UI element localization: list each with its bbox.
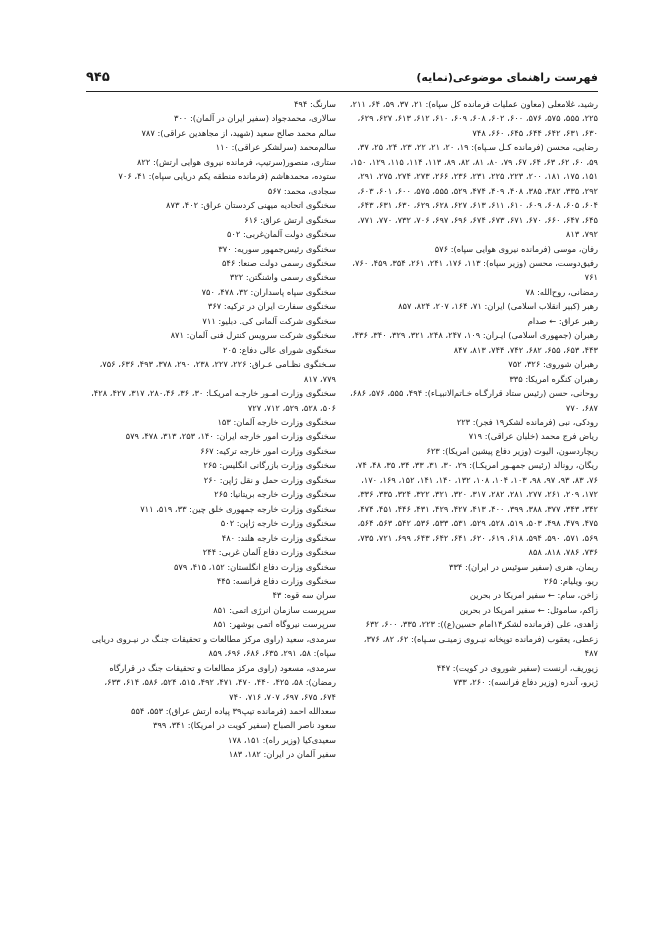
index-entry: سفیر آلمان در ایران: ۱۸۲، ۱۸۳ (228, 749, 336, 760)
index-entry: سخنگوی وزارت امـور خارجـه امریکـا: ۳۰، ۳۶، ۲۸۰،۴۶، ۳۱۷، ۴۲۷، ۴۲۸، ۵۰۶، ۵۲۸، ۵۲۹، ۷۱۲، ۷۲۷ (91, 388, 336, 413)
running-title: فهرست راهنمای موضوعی(نمایه) (416, 70, 598, 84)
index-entry: رشید، غلامعلی (معاون عملیات فرمانده کل سپاه): ۲۱، ۳۷، ۵۹، ۶۴، ۲۱۱، ۲۲۵، ۵۵۵، ۵۷۵، ۵۷۶، ۶۰۰، ۶۰۲، ۶۰۸، ۶۰۹، ۶۱۰، ۶۱۲، ۶۱۳، ۶۲۷، ۶۲۹، ۶۳۰، ۶۳۱، ۶۴۲، ۶۴۴، ۶۴۵، ۶۶۰، ۷۴۸ (349, 99, 598, 138)
index-entry: سارنگ: ۴۹۴ (293, 99, 336, 109)
index-entry: زاخن، سام: ← سفیر امریکا در بحرین (469, 590, 598, 601)
index-entry: سجادی، محمد: ۵۶۷ (267, 185, 336, 196)
index-entry: رهبران (جمهوری اسلامی) ایـران: ۱۰۹، ۲۴۷، ۲۴۸، ۳۲۱، ۳۲۹، ۳۴۰، ۴۳۶، ۴۴۳، ۶۵۳، ۶۵۵، ۶۸۲، ۷۴۲، ۷۴۴، ۸۱۳، ۸۴۷ (351, 330, 598, 355)
index-entry: سخنگوی وزارت امور خارجه ایران: ۱۴۰، ۲۵۳، ۳۱۳، ۴۷۸، ۵۷۹ (125, 431, 336, 442)
index-entry: زاکم، ساموئل: ← سفیر امریکا در بحرین (459, 604, 598, 615)
index-entry: رهبر عراق: ← صدام (527, 315, 598, 326)
index-entry: ژیرو، آندره (وزیر دفاع فرانسه): ۲۶۰، ۷۳۳ (453, 677, 598, 688)
index-entry: سخنگوی ارتش عراق: ۶۱۶ (244, 214, 336, 225)
page-header (86, 66, 598, 92)
index-entry: ریگان، رونالد (رئیس جمهـور امریکـا): ۲۹، ۳۰، ۳۱، ۳۳، ۳۴، ۳۵، ۴۸، ۷۴، ۷۶، ۸۳، ۹۳، ۹۷، ۹۸، ۱۰۳، ۱۰۴، ۱۰۸، ۱۳۲، ۱۴۰، ۱۴۱، ۱۵۲، ۱۶۹، ۱۷۰، ۱۷۲، ۲۰۹، ۲۶۱، ۲۷۷، ۲۸۱، ۲۸۲، ۳۱۷، ۳۲۰، ۳۲۱، ۳۲۲، ۳۲۴، ۳۳۵، ۳۳۶، ۳۴۲، ۳۴۳، ۳۷۷، ۳۸۸، ۳۹۹، ۴۰۰، ۴۱۳، ۴۲۷، ۴۲۹، ۴۳۱، ۴۴۶، ۴۵۱، ۴۷۴، ۴۷۵، ۴۷۹، ۴۹۸، ۵۰۳، ۵۱۹، ۵۲۸، ۵۲۹، ۵۳۱، ۵۳۳، ۵۳۶، ۵۴۲، ۵۶۳، ۵۶۴، ۵۶۹، ۵۷۱، ۵۹۰، ۵۹۴، ۶۱۸، ۶۱۹، ۶۲۰، ۶۴۱، ۶۴۲، ۶۴۳، ۶۹۹، ۷۲۱، ۷۳۵، ۷۳۶، ۷۸۶، ۸۱۸، ۸۵۸ (355, 460, 598, 558)
index-entry: رهبر (کبیر انقلاب اسلامی) ایران: ۷۱، ۱۶۴، ۲۰۷، ۸۲۴، ۸۵۷ (398, 301, 598, 312)
index-entry: سرمدی، مسعود (راوی مرکز مطالعات و تحقیقات جنگ در قرارگاه رمضان): ۵۸، ۴۲۵، ۴۴۰، ۴۷۰، ۴۷۱، ۴۹۲، ۵۱۵، ۵۲۴، ۵۸۶، ۶۱۴، ۶۳۳، ۶۷۴، ۶۷۵، ۶۹۷، ۷۰۷، ۷۱۶، ۷۴۰ (104, 662, 336, 702)
index-entry: سخنگوی رسمی واشنگتن: ۳۲۲ (229, 272, 336, 283)
index-entry: سخنگوی دولت آلمان‌غربی: ۵۰۲ (226, 229, 336, 240)
index-entry: زیوریف، ارنست (سفیر شوروی در کویت): ۴۴۷ (436, 662, 598, 673)
index-entry: سعیدی‌کیا (وزیر راه): ۱۵۱، ۱۷۸ (227, 734, 336, 745)
index-column-left (86, 97, 336, 762)
index-entry: ریچاردسون، الیوت (وزیر دفاع پیشین امریکا): ۶۲۳ (426, 445, 598, 456)
index-entry: سران سه قوه: ۴۳ (272, 590, 336, 601)
index-entry: ستاری، منصور(سرتیپ، فرمانده نیروی هوایی ارتش): ۸۲۲ (136, 156, 336, 167)
index-entry: سخنگوی شورای عالی دفاع: ۲۰۵ (223, 344, 336, 355)
index-entry: سالم محمد صالح سعید (شهید، از مجاهدین عراقی): ۷۸۷ (141, 127, 336, 138)
index-entry: سـخنگوی نظـامی عـراق: ۲۲۶، ۲۲۷، ۲۳۸، ۲۹۰، ۳۷۸، ۴۹۳، ۶۳۶، ۷۵۶، ۷۷۹، ۸۱۷ (99, 359, 336, 384)
index-entry: سالم‌محمد (سرلشکر عراقی): ۱۱۰ (215, 142, 336, 153)
index-entry: ریاض فرج محمد (خلبان عراقی): ۷۱۹ (468, 431, 598, 442)
index-entry: ستوده، محمدهاشم (فرمانده منطقه یکم دریایی سپاه): ۴۱، ۷۰۶ (118, 171, 336, 182)
index-entry: سخنگوی وزارت خارجه ژاپن: ۵۰۲ (220, 518, 336, 529)
index-entry: رودکی، نبی (فرمانده لشکر۱۹ فجر): ۲۲۳ (456, 416, 598, 427)
index-entry: رمضانی، روح‌الله: ۷۸ (525, 286, 598, 297)
index-entry: زاهدی، علی (فرمانده لشکر۱۴امام حسین(ع)): ۲۲۳، ۳۳۵، ۶۰۰، ۶۳۲ (365, 619, 598, 630)
index-entry: ریو، ویلیام: ۲۶۵ (544, 575, 598, 586)
index-entry: رفان، موسی (فرمانده نیروی هوایی سپاه): ۵۷۶ (434, 243, 598, 254)
index-entry: سخنگوی وزارت حمل و نقل ژاپن: ۲۶۰ (203, 474, 336, 485)
index-entry: سخنگوی وزارت دفاع فرانسه: ۴۴۵ (216, 575, 336, 586)
index-entry: سعود ناصر الصباح (سفیر کویت در امریکا): ۳۴۱، ۳۹۹ (153, 720, 336, 731)
index-entry: سخنگوی وزارت خارجه هلند: ۴۸۰ (221, 532, 336, 543)
index-entry: سخنگوی وزارت بازرگانی انگلیس: ۲۶۵ (203, 460, 336, 471)
index-column-right (348, 97, 598, 690)
index-entry: سخنگوی وزارت دفاع آلمان غربی: ۲۴۴ (202, 547, 336, 558)
index-entry: سعدالله احمد (فرمانده تیپ۳۹ پیاده ارتش عراق): ۵۵۳، ۵۵۴ (131, 706, 336, 717)
index-entry: سخنگوی وزارت خارجه آلمان: ۱۵۳ (217, 416, 336, 427)
index-entry: رفیق‌دوست، محسن (وزیر سپاه): ۱۱۳، ۱۷۶، ۲۴۱، ۲۶۱، ۳۵۴، ۴۵۹، ۷۶۰، ۷۶۱ (352, 257, 598, 283)
index-entry: سخنگوی وزارت امور خارجه ترکیه: ۶۶۷ (200, 445, 336, 456)
index-entry: سخنگوی اتحادیه میهنی کردستان عراق: ۴۰۲، ۸۷۳ (166, 200, 336, 211)
index-entry: ریمان، هنری (سفیر سوئیس در ایران): ۳۳۴ (449, 561, 598, 572)
index-entry: سخنگوی سپاه پاسداران: ۳۲، ۴۷۸، ۷۵۰ (201, 286, 336, 297)
index-entry: سخنگوی وزارت دفاع انگلستان: ۱۵۲، ۴۱۵، ۵۷۹ (173, 561, 336, 572)
index-entry: رضایی، محسن (فرمانده کـل سـپاه): ۱۹، ۲۰، ۲۱، ۲۲، ۲۳، ۲۴، ۲۵، ۳۷، ۵۹، ۶۰، ۶۲، ۶۳، ۶۴، ۶۷، ۷۹، ۸۰، ۸۱، ۸۲، ۸۹، ۱۱۳، ۱۱۴، ۱۱۵، ۱۲۹، ۱۵۰، ۱۵۱، ۱۷۵، ۱۸۱، ۲۰۰، ۲۲۳، ۲۲۵، ۲۳۱، ۲۳۶، ۲۶۶، ۲۷۳، ۲۷۴، ۲۷۵، ۲۹۱، ۲۹۲، ۳۳۵، ۳۸۲، ۳۸۵، ۴۰۸، ۴۰۹، ۴۷۴، ۵۲۹، ۵۵۵، ۵۷۵، ۶۰۰، ۶۰۱، ۶۰۳، ۶۰۴، ۶۰۵، ۶۰۸، ۶۰۹، ۶۱۰، ۶۱۱، ۶۱۳، ۶۲۷، ۶۲۸، ۶۲۹، ۶۳۰، ۶۳۱، ۶۴۳، ۶۴۵، ۶۴۷، ۶۶۰، ۶۷۰، ۶۷۱، ۶۷۳، ۶۷۴، ۶۹۶، ۶۹۷، ۷۰۶، ۷۳۲، ۷۷۰، ۷۷۱، ۷۹۲، ۸۱۳ (350, 142, 598, 240)
index-entry: سخنگوی رسمی دولت صنعا: ۵۴۶ (221, 257, 336, 268)
index-entry: زعطی، یعقوب (فرمانده توپخانه نیـروی زمینـی سـپاه): ۶۲، ۸۲، ۳۷۶، ۴۸۷ (363, 633, 598, 659)
index-entry: سخنگوی سفارت ایران در ترکیه: ۳۶۷ (207, 301, 336, 312)
index-entry: سرپرست سازمان انرژی اتمی: ۸۵۱ (213, 604, 336, 615)
index-entry: سرمدی، سعید (راوی مرکز مطالعات و تحقیقات جنـگ در نیـروی دریایی سپاه): ۵۸، ۲۹۱، ۶۳۵، ۶۸۶، ۶۹۶، ۸۵۹ (91, 633, 336, 659)
index-entry: سخنگوی وزارت خارجه جمهوری خلق چین: ۳۳، ۵۱۹، ۷۱۱ (140, 503, 336, 514)
index-entry: رهبران شوروی: ۳۲۶، ۷۵۲ (508, 359, 598, 370)
index-entry: سرپرست نیروگاه اتمی بوشهر: ۸۵۱ (213, 619, 336, 630)
index-entry: سالاری، محمدجواد (سفیر ایران در آلمان): ۳۰۰ (174, 113, 336, 124)
index-entry: سخنگوی شرکت سرویس کنترل فنی آلمان: ۸۷۱ (170, 330, 336, 341)
index-entry: رهبران کنگره امریکا: ۳۳۵ (509, 373, 598, 384)
index-entry: سخنگوی شرکت آلمانی کی. دبلیو: ۷۱۱ (202, 315, 336, 326)
index-entry: سخنگوی وزارت خارجه بریتانیا: ۲۶۵ (214, 489, 336, 500)
index-entry: روحانی، حسن (رئیس ستاد قرارگـاه خـاتم‌الانبیـاء): ۴۹۴، ۵۵۵، ۵۷۶، ۶۸۶، ۶۸۷، ۷۷۰ (349, 388, 598, 413)
index-entry: سخنگوی رئیس‌جمهور سوریه: ۳۷۰ (218, 243, 336, 254)
page-number: ۹۴۵ (86, 69, 110, 85)
